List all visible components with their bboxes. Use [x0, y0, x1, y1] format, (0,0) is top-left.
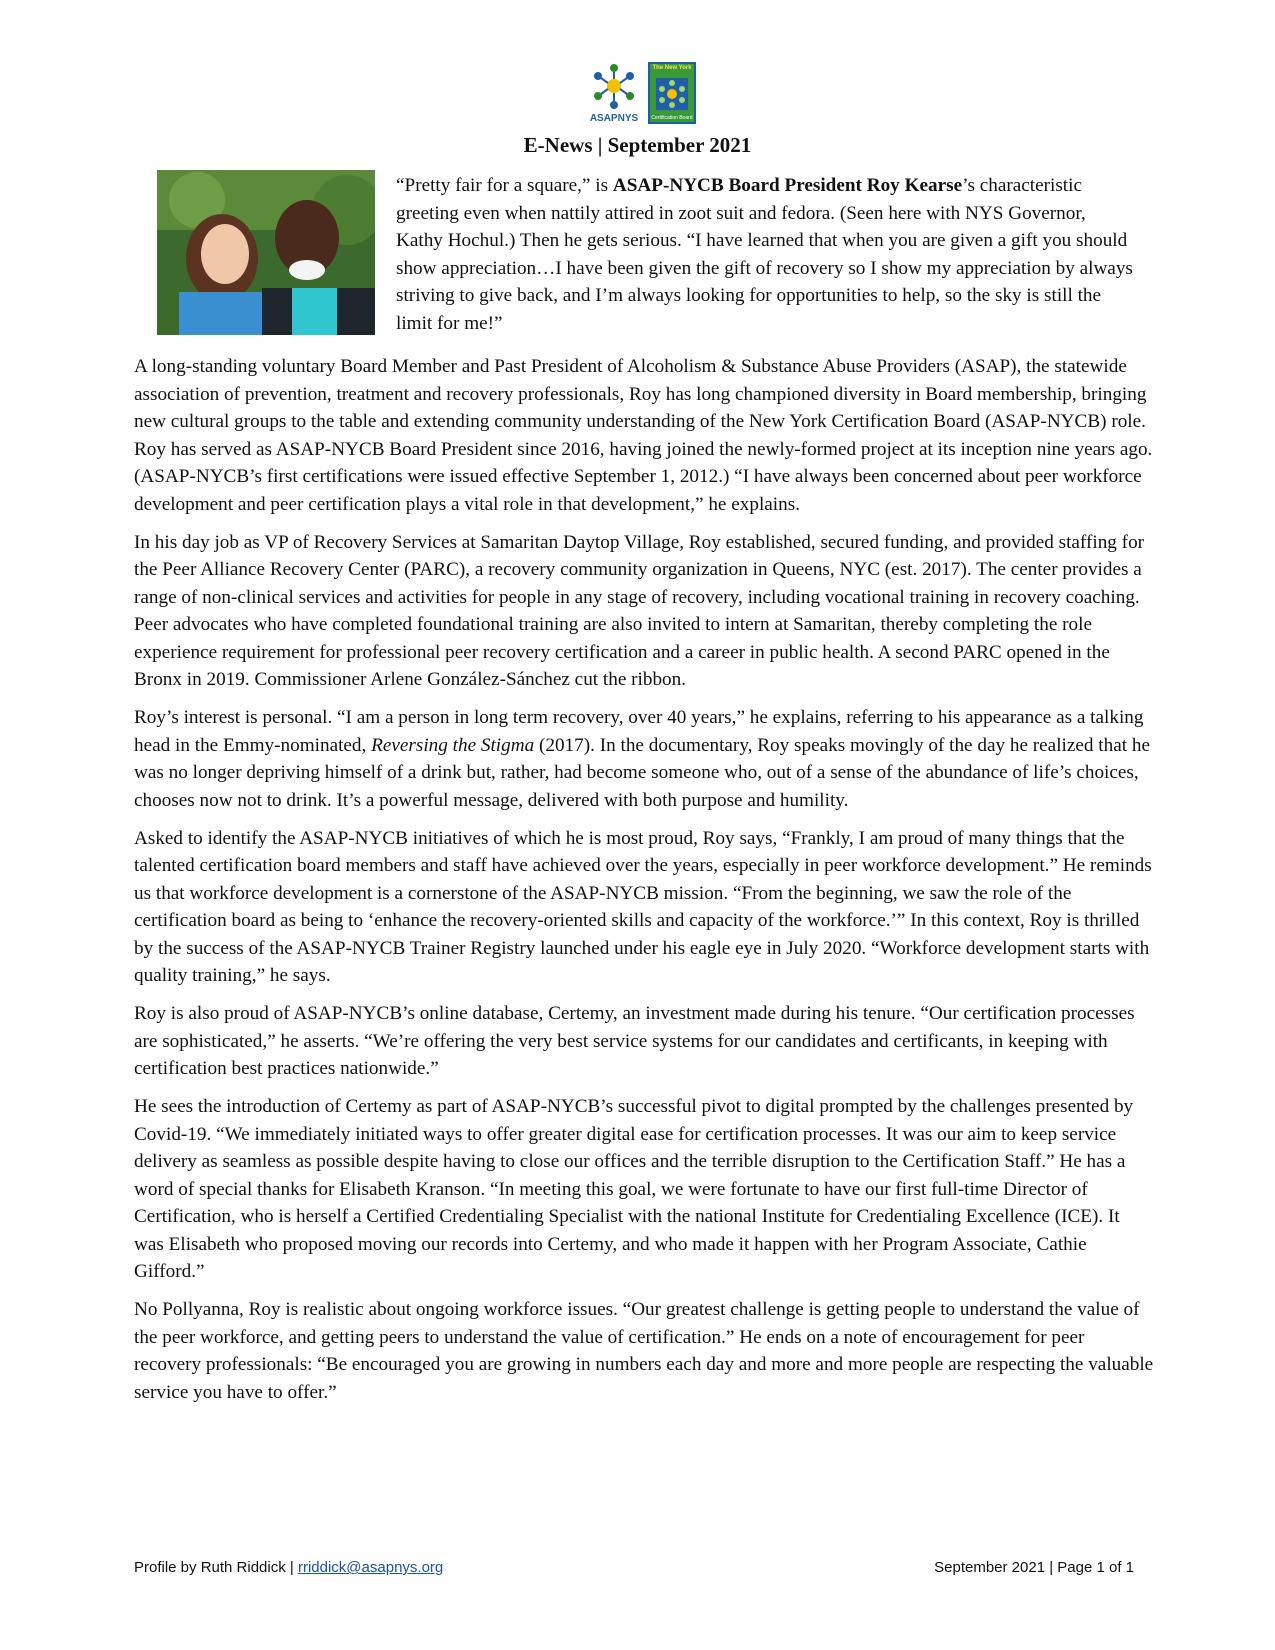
footer-author: Profile by Ruth Riddick |: [134, 1559, 298, 1576]
intro-bold-name: ASAP-NYCB Board President Roy Kearse: [612, 175, 963, 196]
paragraph-3-start: Roy’s interest is personal. “I am a person in long term recovery, over 40 years,” he explains, referring to his appearance as a talking head in the Emmy-nominated,: [134, 707, 1144, 756]
intro-text-end: ’s characteristic greeting even when nattily attired in zoot suit and fedora. (Seen here with NYS Governor, Kathy Hochul.) Then he gets serious. “I have learned that when you are given a gift you should show appreciation…I have been given the gift of recovery so I show my appreciation by always striving to give back, and I’m always looking for opportunities to help, so the sky is still the limit for me!”: [396, 175, 1133, 334]
intro-quote: [396, 172, 1136, 337]
paragraph-3: [134, 704, 1154, 814]
footer-page-info: September 2021 | Page 1 of 1: [934, 1559, 1134, 1576]
intro-text-start: “Pretty fair for a square,” is: [396, 175, 613, 196]
paragraph-1: A long-standing voluntary Board Member and Past President of Alcoholism & Substance Abuse Providers (ASAP), the statewide association of prevention, treatment and recovery professionals, Roy has long championed diversity in Board membership, bringing new cultural groups to the table and extending community understanding of the New York Certification Board (ASAP-NYCB) role. Roy has served as ASAP-NYCB Board President since 2016, having joined the newly-formed project at its inception nine years ago. (ASAP-NYCB’s first certifications were issued effective September 1, 2012.) “I have always been concerned about peer workforce development and peer certification plays a vital role in that development,” he explains.: [134, 356, 1153, 515]
article-body: [134, 353, 1154, 1417]
cb-logo-top-text: The New York: [652, 65, 692, 71]
documentary-title: Reversing the Stigma: [371, 734, 535, 756]
page-title: E-News | September 2021: [523, 133, 752, 157]
photo-image: [157, 170, 375, 335]
certification-board-logo: [648, 62, 696, 124]
profile-photo: [157, 170, 375, 335]
cb-logo-emblem: [656, 78, 688, 110]
asapnys-logo: [586, 62, 642, 124]
paragraph-5: Roy is also proud of ASAP-NYCB’s online database, Certemy, an investment made during his tenure. “Our certification processes are sophisticated,” he asserts. “We’re offering the very best service systems for our candidates and certificants, in keeping with certification best practices nationwide.”: [134, 1003, 1135, 1079]
logo-group: [586, 62, 696, 124]
paragraph-7: No Pollyanna, Roy is realistic about ongoing workforce issues. “Our greatest challenge is getting people to understand the value of the peer workforce, and getting peers to understand the value of certification.” He ends on a note of encouragement for peer recovery professionals: “Be encouraged you are growing in numbers each day and more and more people are respecting the valuable service you have to offer.”: [134, 1299, 1154, 1403]
footer-byline: [134, 1559, 443, 1576]
paragraph-2: In his day job as VP of Recovery Services at Samaritan Daytop Village, Roy established, secured funding, and provided staffing for the Peer Alliance Recovery Center (PARC), a recovery community organization in Queens, NYC (est. 2017). The center provides a range of non-clinical services and activities for people in any stage of recovery, including vocational training in recovery coaching. Peer advocates who have completed foundational training are also invited to intern at Samaritan, thereby completing the role experience requirement for professional peer recovery certification and a career in public health. A second PARC opened in the Bronx in 2019. Commissioner Arlene González-Sánchez cut the ribbon.: [134, 531, 1145, 690]
cb-logo-bottom-text: Certification Board: [651, 115, 693, 121]
paragraph-3-end: (2017). In the documentary, Roy speaks movingly of the day he realized that he was no longer depriving himself of a drink but, rather, had become someone who, out of a sense of the abundance of life’s choices, chooses now not to drink. It’s a powerful message, delivered with both purpose and humility.: [134, 734, 1150, 811]
author-email-link[interactable]: rriddick@asapnys.org: [297, 1559, 444, 1576]
paragraph-6: He sees the introduction of Certemy as part of ASAP-NYCB’s successful pivot to digital prompted by the challenges presented by Covid-19. “We immediately initiated ways to offer greater digital ease for certification processes. It was our aim to keep service delivery as seamless as possible despite having to close our offices and the terrible disruption to the Certification Staff.” He has a word of special thanks for Elisabeth Kranson. “In meeting this goal, we were fortunate to have our first full-time Director of Certification, who is herself a Certified Credentialing Specialist with the national Institute for Credentialing Excellence (ICE). It was Elisabeth who proposed moving our records into Certemy, and who made it happen with her Program Associate, Cathie Gifford.”: [134, 1096, 1134, 1282]
page-footer: [134, 1559, 1134, 1581]
paragraph-4: Asked to identify the ASAP-NYCB initiatives of which he is most proud, Roy says, “Frankly, I am proud of many things that the talented certification board members and staff have achieved over the years, especially in peer workforce development.” He reminds us that workforce development is a cornerstone of the ASAP-NYCB mission. “From the beginning, we saw the role of the certification board as being to ‘enhance the recovery-oriented skills and capacity of the workforce.’” In this context, Roy is thrilled by the success of the ASAP-NYCB Trainer Registry launched under his eagle eye in July 2020. “Workforce development starts with quality training,” he says.: [134, 827, 1152, 986]
asapnys-label: ASAPNYS: [589, 113, 639, 124]
